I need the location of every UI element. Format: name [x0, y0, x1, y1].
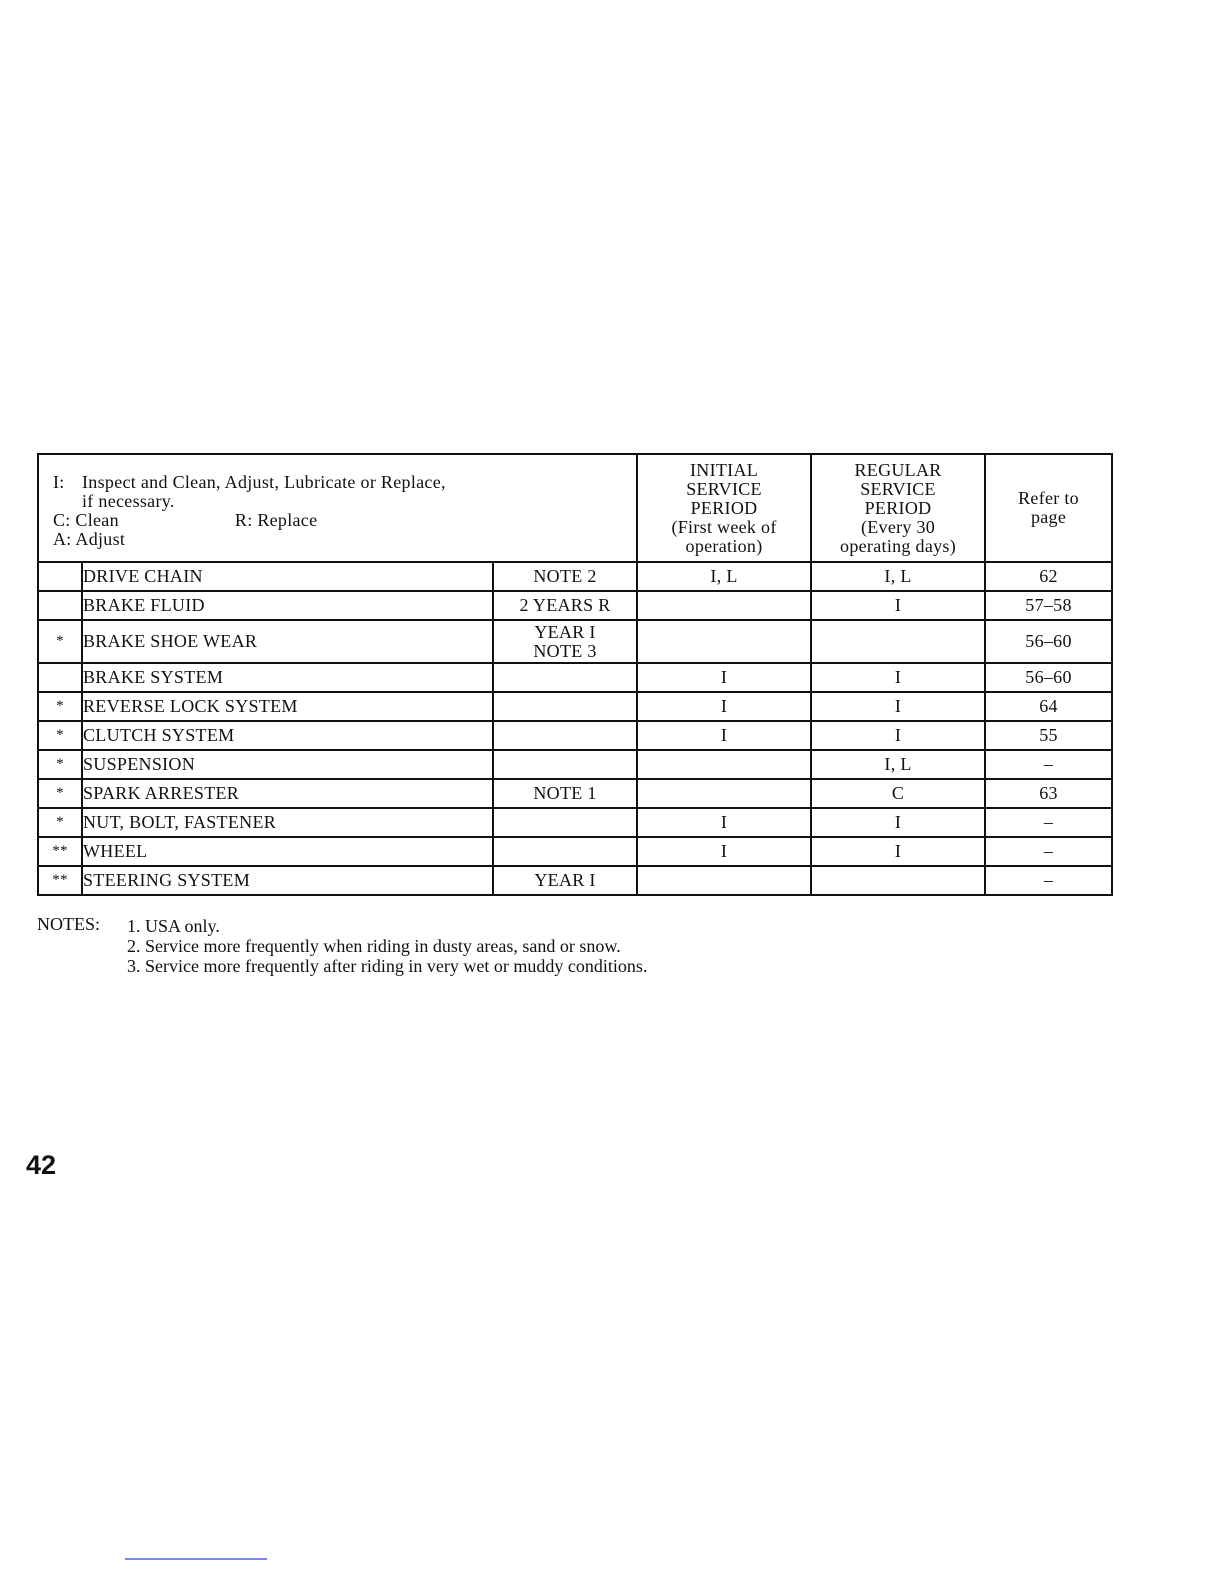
item-name-cell: SUSPENSION — [82, 750, 493, 779]
initial-service-cell: I — [637, 692, 811, 721]
note-cell — [493, 779, 637, 808]
service-mark-cell: * — [38, 750, 82, 779]
header-initial-line: INITIAL — [689, 459, 759, 480]
header-regular-line: (Every 30 — [860, 516, 936, 537]
note-cell — [493, 663, 637, 692]
item-name-cell: WHEEL — [82, 837, 493, 866]
initial-service-cell — [637, 591, 811, 620]
regular-service-cell: C — [811, 779, 985, 808]
legend-if-necessary: if necessary. — [82, 491, 175, 511]
header-initial-line: SERVICE — [686, 478, 762, 499]
initial-service-cell: I — [637, 663, 811, 692]
initial-service-cell — [637, 779, 811, 808]
note-cell — [493, 808, 637, 837]
regular-service-cell: I — [811, 692, 985, 721]
note-cell — [493, 562, 637, 591]
initial-service-cell: I — [637, 837, 811, 866]
service-mark-cell — [38, 591, 82, 620]
refer-page-cell: – — [985, 866, 1112, 895]
header-regular-service-period — [811, 454, 985, 562]
header-initial-line: PERIOD — [690, 497, 758, 518]
item-name-cell: BRAKE SYSTEM — [82, 663, 493, 692]
legend-cell — [38, 454, 637, 562]
service-mark-cell: * — [38, 808, 82, 837]
table-row — [38, 837, 1112, 866]
notes-label: NOTES: — [37, 914, 100, 934]
page-number: 42 — [26, 1150, 57, 1180]
refer-page-cell: 63 — [985, 779, 1112, 808]
header-initial-line: operation) — [685, 535, 763, 556]
regular-service-cell: I — [811, 808, 985, 837]
service-mark-cell — [38, 562, 82, 591]
notes-list — [127, 916, 647, 976]
note-cell — [493, 837, 637, 866]
initial-service-cell — [637, 620, 811, 663]
initial-service-cell: I — [637, 721, 811, 750]
service-mark-cell — [38, 663, 82, 692]
refer-page-cell: – — [985, 750, 1112, 779]
item-name-cell: REVERSE LOCK SYSTEM — [82, 692, 493, 721]
note-cell — [493, 620, 637, 663]
header-initial-service-period — [637, 454, 811, 562]
refer-page-cell: – — [985, 808, 1112, 837]
legend — [53, 473, 446, 549]
item-name-cell: BRAKE SHOE WEAR — [82, 620, 493, 663]
initial-service-cell: I — [637, 808, 811, 837]
item-name-cell: STEERING SYSTEM — [82, 866, 493, 895]
item-name-cell: BRAKE FLUID — [82, 591, 493, 620]
regular-service-cell: I — [811, 663, 985, 692]
refer-page-cell: 56–60 — [985, 620, 1112, 663]
table-row — [38, 591, 1112, 620]
legend-replace: R: Replace — [234, 510, 318, 530]
note-line: NOTE 2 — [533, 566, 597, 586]
service-mark-cell: ** — [38, 837, 82, 866]
initial-service-cell — [637, 750, 811, 779]
regular-service-cell: I, L — [811, 562, 985, 591]
header-regular-line: operating days) — [840, 535, 957, 556]
service-mark-cell: * — [38, 779, 82, 808]
initial-service-cell: I, L — [637, 562, 811, 591]
maintenance-schedule-table — [37, 453, 1113, 896]
header-regular-line: SERVICE — [860, 478, 936, 499]
table-row — [38, 663, 1112, 692]
legend-inspect-text: Inspect and Clean, Adjust, Lubricate or Replace, — [82, 472, 446, 492]
note-line: NOTE 3 — [533, 640, 597, 661]
refer-page-cell: 56–60 — [985, 663, 1112, 692]
table-row — [38, 721, 1112, 750]
table-row — [38, 779, 1112, 808]
table-row — [38, 808, 1112, 837]
note-line: YEAR I — [534, 870, 596, 890]
note-item: 2. Service more frequently when riding in dusty areas, sand or snow. — [127, 936, 621, 956]
header-initial-line: (First week of — [671, 516, 777, 537]
service-mark-cell: ** — [38, 866, 82, 895]
table-row — [38, 692, 1112, 721]
regular-service-cell: I — [811, 591, 985, 620]
note-cell — [493, 750, 637, 779]
service-mark-cell: * — [38, 692, 82, 721]
note-cell — [493, 591, 637, 620]
legend-clean: C: Clean — [53, 510, 119, 530]
refer-page-cell: 64 — [985, 692, 1112, 721]
note-item: 1. USA only. — [127, 916, 220, 936]
item-name-cell: NUT, BOLT, FASTENER — [82, 808, 493, 837]
regular-service-cell — [811, 866, 985, 895]
header-refer-line: Refer to — [1018, 488, 1079, 508]
note-cell — [493, 721, 637, 750]
table-row — [38, 562, 1112, 591]
item-name-cell: CLUTCH SYSTEM — [82, 721, 493, 750]
regular-service-cell: I, L — [811, 750, 985, 779]
regular-service-cell: I — [811, 721, 985, 750]
note-line: NOTE 1 — [533, 783, 597, 803]
service-mark-cell: * — [38, 721, 82, 750]
header-refer-to-page — [985, 454, 1112, 562]
regular-service-cell: I — [811, 837, 985, 866]
header-regular-line: PERIOD — [864, 497, 932, 518]
table-row — [38, 750, 1112, 779]
note-cell — [493, 866, 637, 895]
note-line: 2 YEARS R — [519, 595, 611, 615]
initial-service-cell — [637, 866, 811, 895]
table-row — [38, 866, 1112, 895]
bottom-divider — [125, 1558, 267, 1560]
refer-page-cell: 62 — [985, 562, 1112, 591]
note-cell — [493, 692, 637, 721]
header-refer-line: page — [1030, 507, 1067, 527]
legend-adjust: A: Adjust — [53, 529, 126, 549]
note-item: 3. Service more frequently after riding in very wet or muddy conditions. — [127, 956, 648, 976]
table-header-row — [38, 454, 1112, 562]
legend-key-i: I: — [53, 472, 65, 492]
item-name-cell: DRIVE CHAIN — [82, 562, 493, 591]
table-row — [38, 620, 1112, 663]
regular-service-cell — [811, 620, 985, 663]
refer-page-cell: 57–58 — [985, 591, 1112, 620]
service-mark-cell: * — [38, 620, 82, 663]
header-regular-line: REGULAR — [854, 459, 942, 480]
refer-page-cell: – — [985, 837, 1112, 866]
refer-page-cell: 55 — [985, 721, 1112, 750]
note-line: YEAR I — [534, 621, 596, 642]
item-name-cell: SPARK ARRESTER — [82, 779, 493, 808]
